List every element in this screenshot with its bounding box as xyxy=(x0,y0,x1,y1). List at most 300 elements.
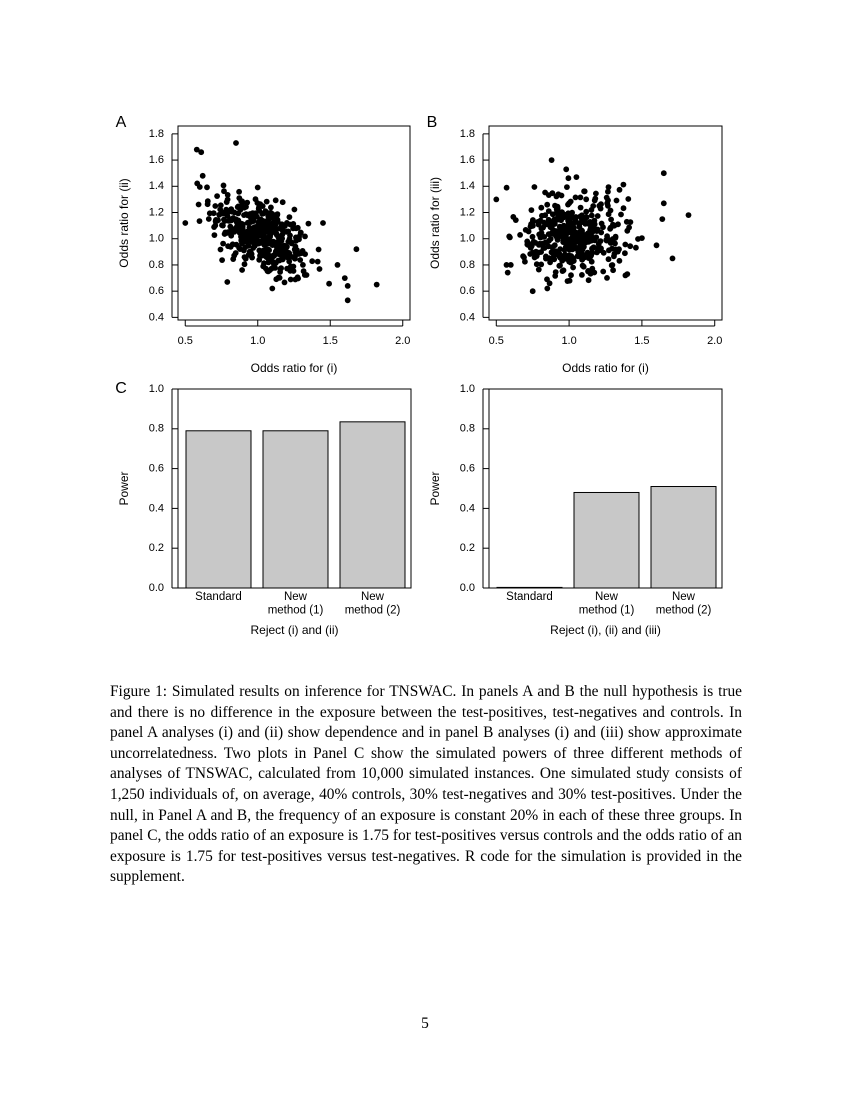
data-point xyxy=(268,205,274,211)
data-point xyxy=(581,264,587,270)
data-point xyxy=(609,239,615,245)
data-point xyxy=(247,211,253,217)
x-tick-label: 1.0 xyxy=(250,334,266,347)
y-tick-label: 0.0 xyxy=(459,581,475,594)
data-point xyxy=(617,258,623,264)
data-point xyxy=(220,223,226,229)
y-tick-label: 0.8 xyxy=(459,258,475,271)
data-point xyxy=(317,266,323,272)
data-point xyxy=(316,247,322,253)
data-point xyxy=(609,262,615,268)
data-point xyxy=(216,212,222,218)
data-point xyxy=(584,214,590,220)
data-point xyxy=(534,261,540,267)
data-point xyxy=(271,226,277,232)
data-point xyxy=(561,223,567,229)
data-point xyxy=(578,205,584,211)
data-point xyxy=(266,238,272,244)
data-point xyxy=(260,263,266,269)
data-point xyxy=(275,217,281,223)
data-point xyxy=(282,280,288,286)
data-point xyxy=(608,217,614,223)
data-point xyxy=(245,220,251,226)
data-point xyxy=(215,217,221,223)
data-point xyxy=(563,166,569,172)
y-tick-label: 0.4 xyxy=(459,502,475,515)
data-point xyxy=(342,275,348,281)
x-tick-label: 0.5 xyxy=(488,334,504,347)
data-point xyxy=(264,218,270,224)
data-point xyxy=(526,229,532,235)
data-point xyxy=(598,238,604,244)
data-point xyxy=(621,182,627,188)
data-point xyxy=(614,198,620,204)
data-point xyxy=(554,207,560,213)
y-tick-label: 0.8 xyxy=(459,422,475,435)
data-point xyxy=(292,256,298,262)
data-point xyxy=(205,198,211,204)
data-point xyxy=(659,216,665,222)
data-point xyxy=(624,228,630,234)
data-point xyxy=(547,280,553,286)
data-point xyxy=(220,241,226,247)
data-point xyxy=(508,262,514,268)
panel-label: A xyxy=(115,114,127,132)
category-label: method (1) xyxy=(267,604,324,617)
data-point xyxy=(510,214,516,220)
data-point xyxy=(295,274,301,280)
x-tick-label: 2.0 xyxy=(707,334,723,347)
data-point xyxy=(287,214,293,220)
data-point xyxy=(248,250,254,256)
data-point xyxy=(595,248,601,254)
bar xyxy=(651,487,716,588)
data-point xyxy=(548,236,554,242)
y-tick-label: 1.2 xyxy=(148,206,164,219)
data-point xyxy=(261,250,267,256)
data-point xyxy=(230,256,236,262)
data-point xyxy=(621,205,627,211)
data-point xyxy=(292,207,298,213)
data-point xyxy=(225,213,231,219)
data-point xyxy=(540,241,546,247)
data-point xyxy=(374,282,380,288)
data-point xyxy=(228,206,234,212)
data-point xyxy=(249,226,255,232)
data-point xyxy=(654,242,660,248)
data-point xyxy=(593,191,599,197)
y-tick-label: 1.8 xyxy=(459,127,475,140)
data-point xyxy=(589,266,595,272)
y-axis-label: Power xyxy=(428,471,442,506)
data-point xyxy=(258,240,264,246)
data-point xyxy=(587,227,593,233)
data-point xyxy=(624,271,630,277)
data-point xyxy=(566,175,572,181)
data-point xyxy=(218,202,224,208)
data-point xyxy=(309,258,315,264)
data-point xyxy=(613,234,619,240)
data-point xyxy=(568,272,574,278)
data-point xyxy=(224,279,230,285)
data-point xyxy=(354,246,360,252)
data-point xyxy=(583,196,589,202)
x-tick-label: 1.5 xyxy=(634,334,650,347)
data-point xyxy=(606,247,612,253)
data-point xyxy=(211,224,217,230)
data-point xyxy=(259,230,265,236)
data-point xyxy=(326,281,332,287)
data-point xyxy=(269,266,275,272)
y-tick-label: 1.0 xyxy=(148,382,164,395)
data-point xyxy=(530,288,536,294)
data-point xyxy=(552,273,558,279)
bar xyxy=(574,492,639,588)
page-number: 5 xyxy=(421,1015,429,1032)
y-axis-label: Power xyxy=(117,471,131,506)
data-point xyxy=(596,203,602,209)
data-point xyxy=(592,238,598,244)
data-point xyxy=(612,251,618,257)
data-point xyxy=(505,270,511,276)
data-point xyxy=(200,173,206,179)
data-point xyxy=(522,259,528,265)
data-point xyxy=(581,188,587,194)
data-point xyxy=(204,184,210,190)
data-point xyxy=(628,219,634,225)
bar xyxy=(186,431,251,588)
data-point xyxy=(506,234,512,240)
data-point xyxy=(279,224,285,230)
data-point xyxy=(600,269,606,275)
data-point xyxy=(549,157,555,163)
data-point xyxy=(237,230,243,236)
data-point xyxy=(546,192,552,198)
data-point xyxy=(549,223,555,229)
data-point xyxy=(221,183,227,189)
data-point xyxy=(206,216,212,222)
data-point xyxy=(610,267,616,273)
y-tick-label: 0.0 xyxy=(148,581,164,594)
data-point xyxy=(275,211,281,217)
data-point xyxy=(564,184,570,190)
data-point xyxy=(302,234,308,240)
data-point xyxy=(320,220,326,226)
data-point xyxy=(633,245,639,251)
data-point xyxy=(573,238,579,244)
data-point xyxy=(604,200,610,206)
data-point xyxy=(284,266,290,272)
data-point xyxy=(571,224,577,230)
x-axis-label: Odds ratio for (i) xyxy=(562,361,649,376)
data-point xyxy=(594,228,600,234)
data-point xyxy=(251,239,257,245)
bar xyxy=(497,587,562,588)
data-point xyxy=(278,266,284,272)
data-point xyxy=(288,277,294,283)
data-point xyxy=(239,223,245,229)
data-point xyxy=(589,213,595,219)
category-label: method (2) xyxy=(655,604,712,617)
data-point xyxy=(224,199,230,205)
bar xyxy=(340,422,405,588)
data-point xyxy=(267,253,273,259)
data-point xyxy=(562,212,568,218)
data-point xyxy=(304,272,310,278)
data-point xyxy=(269,286,275,292)
data-point xyxy=(517,232,523,238)
data-point xyxy=(580,251,586,257)
data-point xyxy=(600,224,606,230)
data-point xyxy=(297,257,303,263)
data-point xyxy=(294,247,300,253)
y-tick-label: 1.6 xyxy=(459,153,475,166)
data-point xyxy=(280,254,286,260)
data-point xyxy=(266,247,272,253)
data-point xyxy=(604,275,610,281)
data-point xyxy=(236,189,242,195)
data-point xyxy=(567,278,573,284)
data-point xyxy=(227,224,233,230)
category-label: New xyxy=(671,591,696,604)
data-point xyxy=(577,214,583,220)
data-point xyxy=(296,236,302,242)
data-point xyxy=(579,257,585,263)
data-point xyxy=(224,230,230,236)
data-point xyxy=(198,149,204,155)
data-point xyxy=(560,232,566,238)
data-point xyxy=(242,261,248,267)
data-point xyxy=(536,232,542,238)
data-point xyxy=(586,220,592,226)
data-point xyxy=(266,225,272,231)
data-point xyxy=(566,200,572,206)
data-point xyxy=(579,272,585,278)
data-point xyxy=(212,232,218,238)
data-point xyxy=(257,201,263,207)
data-point xyxy=(569,210,575,216)
y-tick-label: 0.6 xyxy=(459,462,475,475)
y-axis-label: Odds ratio for (ii) xyxy=(117,178,131,268)
data-point xyxy=(617,187,623,193)
data-point xyxy=(291,268,297,274)
data-point xyxy=(197,184,203,190)
data-point xyxy=(541,234,547,240)
data-point xyxy=(563,254,569,260)
y-tick-label: 0.2 xyxy=(459,542,475,555)
y-tick-label: 0.2 xyxy=(148,542,164,555)
data-point xyxy=(233,216,239,222)
data-point xyxy=(686,212,692,218)
data-point xyxy=(258,224,264,230)
data-point xyxy=(253,210,259,216)
data-point xyxy=(622,250,628,256)
data-point xyxy=(225,243,231,249)
y-tick-label: 0.4 xyxy=(459,311,475,324)
data-point xyxy=(255,185,261,191)
data-point xyxy=(585,251,591,257)
y-tick-label: 0.4 xyxy=(148,311,164,324)
data-point xyxy=(238,238,244,244)
data-point xyxy=(559,193,565,199)
data-point xyxy=(573,195,579,201)
bar xyxy=(263,431,328,588)
y-tick-label: 1.4 xyxy=(148,180,164,193)
data-point xyxy=(504,185,510,191)
category-label: New xyxy=(594,591,619,604)
panel-c2 xyxy=(428,383,722,637)
data-point xyxy=(618,212,624,218)
data-point xyxy=(182,220,188,226)
y-tick-label: 1.2 xyxy=(459,206,475,219)
data-point xyxy=(280,199,286,205)
data-point xyxy=(221,188,227,194)
data-point xyxy=(590,246,596,252)
x-tick-label: 1.0 xyxy=(561,334,577,347)
y-tick-label: 1.4 xyxy=(459,180,475,193)
data-point xyxy=(345,297,351,303)
data-point xyxy=(538,218,544,224)
data-point xyxy=(546,208,552,214)
y-tick-label: 0.6 xyxy=(459,285,475,298)
data-point xyxy=(538,205,544,211)
data-point xyxy=(542,221,548,227)
data-point xyxy=(250,218,256,224)
data-point xyxy=(214,193,220,199)
data-point xyxy=(234,242,240,248)
data-point xyxy=(286,259,292,265)
category-label: method (1) xyxy=(578,604,635,617)
plot-frame xyxy=(489,126,722,320)
category-label: New xyxy=(283,591,308,604)
data-point xyxy=(532,255,538,261)
data-point xyxy=(273,276,279,282)
data-point xyxy=(283,229,289,235)
data-point xyxy=(239,267,245,273)
panel-b xyxy=(427,114,723,375)
data-point xyxy=(270,259,276,265)
figure-caption: Figure 1: Simulated results on inference for TNSWAC. In panels A and B the null hypothesis is true and there is no difference in the exposure between the test-positives, test-negatives and controls. In panel A analyses (i) and (ii) show dependence and in panel B analyses (i) and (iii) show approximate uncorrelatedness. Two plots in Panel C show the simulated powers of three different methods of analyses of TNSWAC, calculated from 10,000 simulated instances. One simulated study consists of 1,250 individuals of, on average, 40% controls, 30% test-negatives and 30% test-positives. Under the null, in Panel A and B, the frequency of an exposure is constant 20% in each of these three groups. In panel C, the odds ratio of an exposure is 1.75 for test-positives versus controls and the odds ratio of an exposure is 1.75 for test-positives versus test-negatives. R code for the simulation is provided in the supplement. xyxy=(110,683,742,886)
data-point xyxy=(345,283,351,289)
data-point xyxy=(315,259,321,265)
category-label: Standard xyxy=(506,591,553,604)
data-point xyxy=(544,202,550,208)
data-point xyxy=(627,243,633,249)
data-point xyxy=(661,200,667,206)
data-point xyxy=(560,239,566,245)
x-tick-label: 0.5 xyxy=(177,334,193,347)
y-axis-label: Odds ratio for (iii) xyxy=(428,176,442,270)
data-point xyxy=(525,242,531,248)
data-point xyxy=(207,210,213,216)
x-tick-label: 1.5 xyxy=(322,334,338,347)
data-point xyxy=(589,207,595,213)
data-point xyxy=(273,197,279,203)
data-point xyxy=(560,268,566,274)
data-point xyxy=(578,241,584,247)
data-point xyxy=(275,258,281,264)
data-point xyxy=(528,221,534,227)
data-point xyxy=(607,226,613,232)
data-point xyxy=(264,199,270,205)
x-axis-label: Reject (i) and (ii) xyxy=(250,623,339,638)
y-tick-label: 1.0 xyxy=(148,232,164,245)
data-point xyxy=(287,222,293,228)
y-tick-label: 0.8 xyxy=(148,422,164,435)
panel-a xyxy=(116,114,411,375)
panel-label: B xyxy=(426,114,438,132)
y-tick-label: 0.4 xyxy=(148,502,164,515)
y-tick-label: 0.8 xyxy=(148,258,164,271)
data-point xyxy=(544,286,550,292)
data-point xyxy=(261,211,267,217)
data-point xyxy=(219,257,225,263)
data-point xyxy=(300,262,306,268)
data-point xyxy=(566,259,572,265)
data-point xyxy=(275,247,281,253)
data-point xyxy=(606,184,612,190)
data-point xyxy=(529,207,535,213)
data-point xyxy=(335,262,341,268)
data-point xyxy=(306,221,312,227)
y-tick-label: 0.6 xyxy=(148,285,164,298)
category-label: method (2) xyxy=(344,604,401,617)
x-tick-label: 2.0 xyxy=(395,334,411,347)
data-point xyxy=(574,174,580,180)
data-point xyxy=(586,277,592,283)
category-label: New xyxy=(360,591,385,604)
data-point xyxy=(218,247,224,253)
data-point xyxy=(606,256,612,262)
data-point xyxy=(233,250,239,256)
data-point xyxy=(625,196,631,202)
data-point xyxy=(493,197,499,203)
y-tick-label: 1.6 xyxy=(148,153,164,166)
y-tick-label: 1.8 xyxy=(148,127,164,140)
data-point xyxy=(552,242,558,248)
y-tick-label: 0.6 xyxy=(148,462,164,475)
data-point xyxy=(233,140,239,146)
category-label: Standard xyxy=(195,591,242,604)
panel-label: C xyxy=(115,380,127,398)
data-point xyxy=(196,202,202,208)
data-point xyxy=(242,254,248,260)
data-point xyxy=(549,230,555,236)
data-point xyxy=(635,236,641,242)
data-point xyxy=(556,263,562,269)
data-point xyxy=(532,184,538,190)
data-point xyxy=(670,256,676,262)
data-point xyxy=(557,251,563,257)
x-axis-label: Reject (i), (ii) and (iii) xyxy=(550,623,661,638)
y-tick-label: 1.0 xyxy=(459,382,475,395)
data-point xyxy=(579,228,585,234)
data-point xyxy=(197,218,203,224)
data-point xyxy=(252,234,258,240)
data-point xyxy=(246,234,252,240)
data-point xyxy=(530,234,536,240)
data-point xyxy=(239,198,245,204)
data-point xyxy=(253,196,259,202)
panel-c xyxy=(115,380,411,637)
data-point xyxy=(212,203,218,209)
y-tick-label: 1.0 xyxy=(459,232,475,245)
data-point xyxy=(558,217,564,223)
x-axis-label: Odds ratio for (i) xyxy=(250,361,338,376)
data-point xyxy=(592,196,598,202)
data-point xyxy=(536,267,542,273)
data-point xyxy=(661,170,667,176)
